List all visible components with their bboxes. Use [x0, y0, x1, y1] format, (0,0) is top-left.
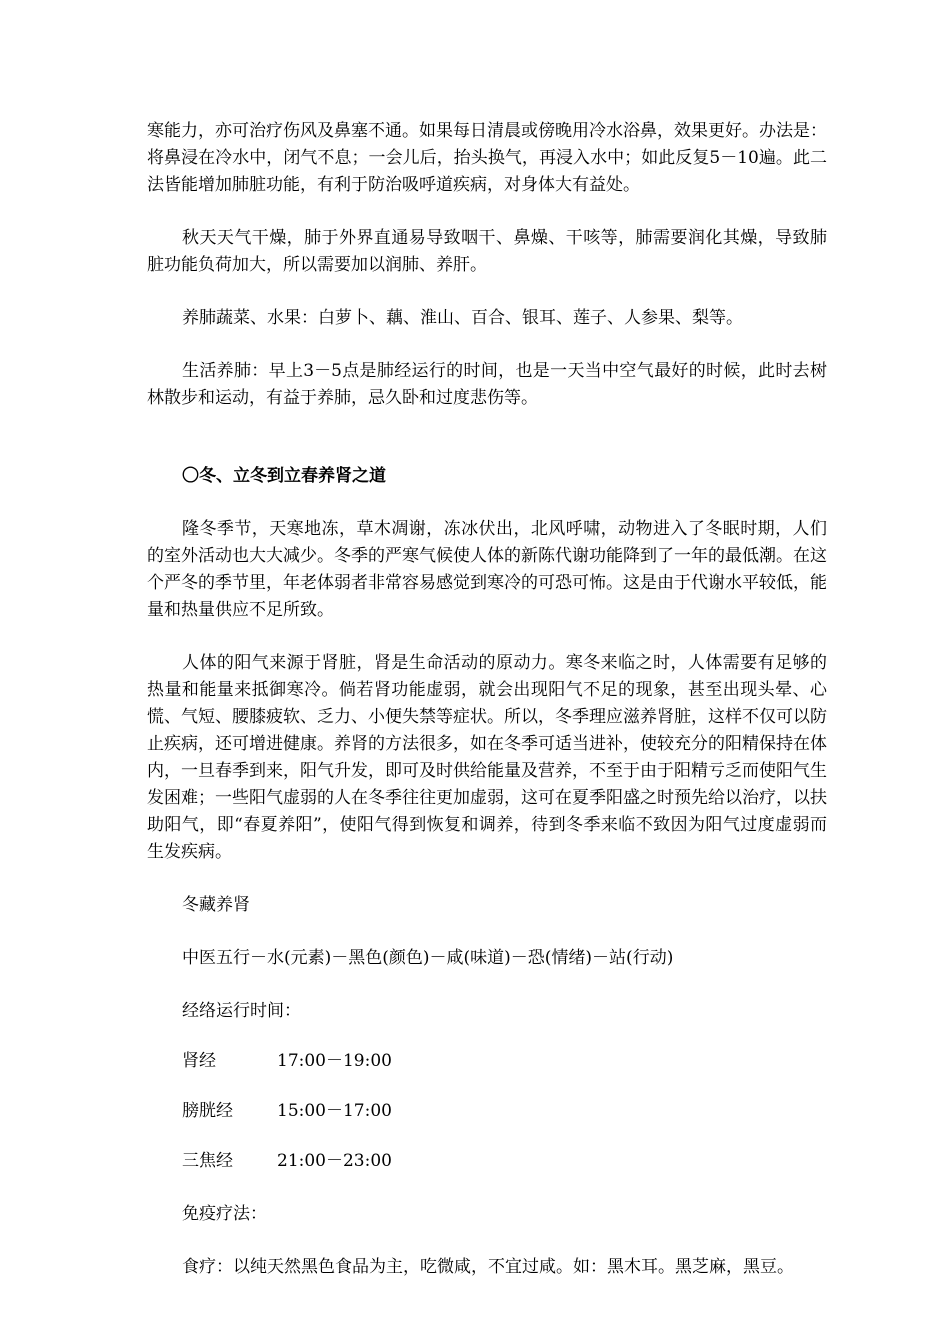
paragraph-meridian-times-label: 经络运行时间：	[182, 1001, 301, 1021]
meridian-time: 17:00－19:00	[277, 1051, 392, 1071]
paragraph-winter-intro: 隆冬季节，天寒地冻，草木凋谢，冻冰伏出，北风呼啸，动物进入了冬眠时期，人们的室外活动也大大减少。冬季的严寒气候使人体的新陈代谢功能降到了一年的最低潮。在这个严冬的季节里，年老体弱者非常容易感觉到寒冷的可恐可怖。这是由于代谢水平较低，能量和热量供应不足所致。	[147, 519, 827, 620]
paragraph-lung-foods: 养肺蔬菜、水果：白萝卜、藕、淮山、百合、银耳、莲子、人参果、梨等。	[182, 308, 743, 328]
paragraph-diet-therapy: 食疗：以纯天然黑色食品为主，吃微咸，不宜过咸。如：黑木耳。黑芝麻，黑豆。	[182, 1257, 794, 1277]
meridian-row	[147, 1098, 827, 1125]
document-body	[147, 118, 827, 1281]
meridian-time: 15:00－17:00	[277, 1101, 392, 1121]
paragraph-autumn-dryness: 秋天天气干燥，肺于外界直通易导致咽干、鼻燥、干咳等，肺需要润化其燥，导致肺脏功能负荷加大，所以需要加以润肺、养肝。	[147, 228, 827, 275]
meridian-name: 肾经	[182, 1051, 216, 1071]
section-heading-winter: 〇冬、立冬到立春养肾之道	[182, 466, 386, 486]
meridian-time: 21:00－23:00	[277, 1151, 392, 1171]
meridian-name: 膀胱经	[182, 1101, 233, 1121]
meridian-row	[147, 1148, 827, 1175]
paragraph-winter-kidney-title: 冬藏养肾	[182, 895, 250, 915]
paragraph-nose-bath: 寒能力，亦可治疗伤风及鼻塞不通。如果每日清晨或傍晚用冷水浴鼻，效果更好。办法是：将鼻浸在冷水中，闭气不息；一会儿后，抬头换气，再浸入水中；如此反复5－10遍。此二法皆能增加肺脏功能，有利于防治吸呼道疾病，对身体大有益处。	[147, 121, 827, 195]
paragraph-kidney-yang: 人体的阳气来源于肾脏，肾是生命活动的原动力。寒冬来临之时，人体需要有足够的热量和能量来抵御寒冷。倘若肾功能虚弱，就会出现阳气不足的现象，甚至出现头晕、心慌、气短、腰膝疲软、乏力、小便失禁等症状。所以，冬季理应滋养肾脏，这样不仅可以防止疾病，还可增进健康。养肾的方法很多，如在冬季可适当进补，使较充分的阳精保持在体内，一旦春季到来，阳气升发，即可及时供给能量及营养，不至于由于阳精亏乏而使阳气生发困难；一些阳气虚弱的人在冬季往往更加虚弱，这可在夏季阳盛之时预先给以治疗，以扶助阳气，即“春夏养阳”，使阳气得到恢复和调养，待到冬季来临不致因为阳气过度虚弱而生发疾病。	[147, 653, 827, 862]
paragraph-five-elements: 中医五行－水(元素)－黑色(颜色)－咸(味道)－恐(情绪)－站(行动)	[182, 948, 674, 968]
meridian-row	[147, 1048, 827, 1075]
paragraph-lung-lifestyle: 生活养肺：早上3－5点是肺经运行的时间，也是一天当中空气最好的时候，此时去树林散步和运动，有益于养肺，忌久卧和过度悲伤等。	[147, 361, 827, 408]
meridian-name: 三焦经	[182, 1151, 233, 1171]
paragraph-immunity-label: 免疫疗法：	[182, 1204, 267, 1224]
